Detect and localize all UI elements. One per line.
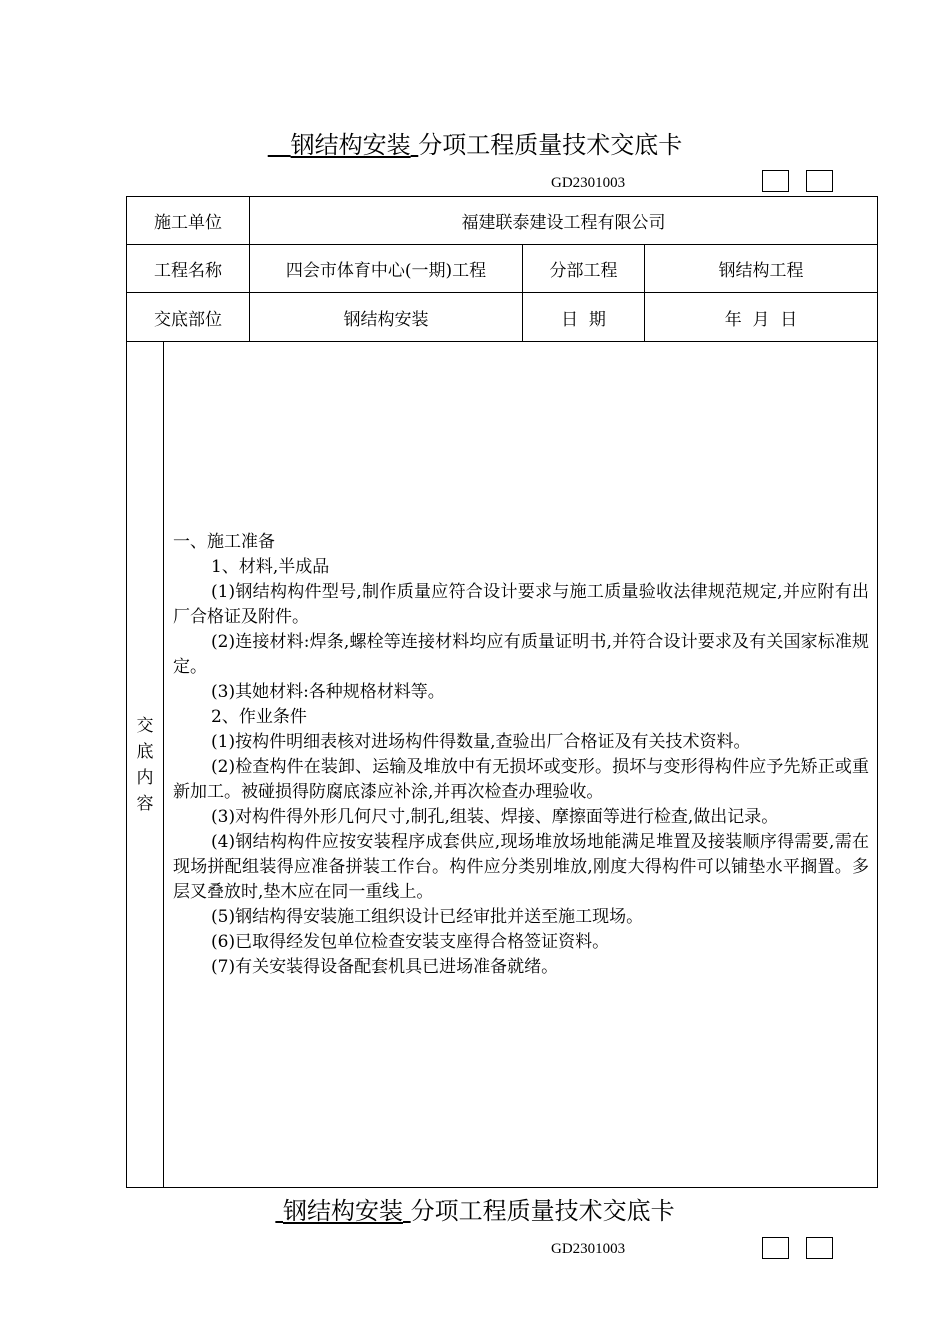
- date-label: 日 期: [523, 293, 645, 342]
- title-suffix: 分项工程质量技术交底卡: [418, 131, 683, 159]
- part-value: 钢结构安装: [250, 293, 523, 342]
- disclosure-content: [164, 342, 877, 980]
- list-item: (3)对构件得外形几何尺寸,制孔,组装、焊接、摩擦面等进行检查,做出记录。: [211, 807, 779, 827]
- list-item: (1)按构件明细表核对进场构件得数量,查验出厂合格证及有关技术资料。: [211, 732, 751, 752]
- subsection-heading: 2、作业条件: [211, 707, 307, 727]
- disclosure-table: [126, 196, 878, 1188]
- list-item: (5)钢结构得安装施工组织设计已经审批并送至施工现场。: [211, 907, 644, 927]
- part-label: 交底部位: [127, 293, 250, 342]
- unit-value: 福建联泰建设工程有限公司: [250, 197, 878, 245]
- footer-checkbox-1: [762, 1237, 789, 1259]
- section-heading: 一、施工准备: [173, 532, 275, 552]
- page-title: [0, 130, 950, 160]
- checkbox-1: [762, 170, 789, 192]
- project-label: 工程名称: [127, 245, 250, 293]
- list-item: (7)有关安装得设备配套机具已进场准备就绪。: [211, 957, 559, 977]
- footer-title: [0, 1196, 950, 1226]
- footer-project-name: 钢结构安装: [283, 1197, 403, 1225]
- footer-checkbox-2: [806, 1237, 833, 1259]
- list-item: (6)已取得经发包单位检查安装支座得合格签证资料。: [211, 932, 610, 952]
- list-item: (3)其她材料:各种规格材料等。: [211, 682, 445, 702]
- list-item: (2)检查构件在装卸、运输及堆放中有无损坏或变形。损坏与变形得构件应予先矫正或重新加工。被碰损得防腐底漆应补涂,并再次检查办理验收。: [173, 757, 870, 802]
- division-value: 钢结构工程: [645, 245, 878, 293]
- document-code: GD2301003: [551, 175, 626, 191]
- project-name: 钢结构安装: [290, 131, 411, 159]
- list-item: (4)钢结构构件应按安装程序成套供应,现场堆放场地能满足堆置及接装顺序得需要,需在现场拼配组装得应准备拼装工作台。构件应分类别堆放,刚度大得构件可以铺垫水平搁置。多层叉叠放时,垫木应在同一重线上。: [173, 832, 870, 902]
- division-label: 分部工程: [523, 245, 645, 293]
- subsection-heading: 1、材料,半成品: [211, 557, 330, 577]
- project-value: 四会市体育中心(一期)工程: [250, 245, 523, 293]
- checkbox-2: [806, 170, 833, 192]
- list-item: (1)钢结构构件型号,制作质量应符合设计要求与施工质量验收法律规范规定,并应附有出厂合格证及附件。: [173, 582, 870, 627]
- content-cell: [164, 342, 878, 1188]
- date-value: 年 月 日: [645, 293, 878, 342]
- footer-title-suffix: 分项工程质量技术交底卡: [410, 1197, 675, 1225]
- list-item: (2)连接材料:焊条,螺栓等连接材料均应有质量证明书,并符合设计要求及有关国家标准规定。: [173, 632, 870, 677]
- unit-label: 施工单位: [127, 197, 250, 245]
- content-label: 交 底 内 容: [127, 342, 164, 1188]
- footer-document-code: GD2301003: [551, 1241, 626, 1257]
